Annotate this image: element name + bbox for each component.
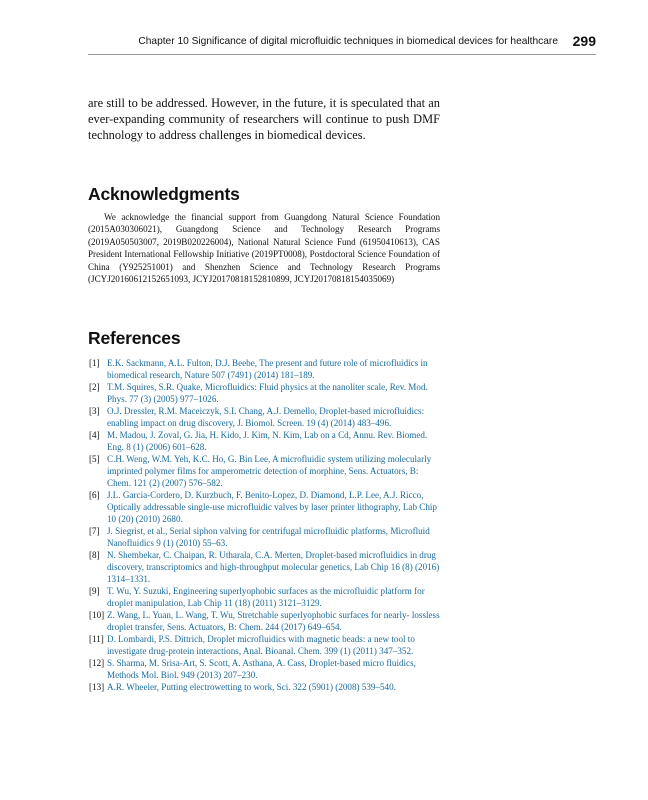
reference-item	[88, 657, 443, 681]
reference-link[interactable]: M. Madou, J. Zoval, G. Jia, H. Kido, J. Kim, N. Kim, Lab on a Cd, Annu. Rev. Biomed. Eng. 8 (1) (2006) 601–628.	[107, 430, 428, 452]
reference-item	[88, 681, 443, 693]
reference-number: [10]	[89, 610, 105, 620]
reference-item	[88, 609, 443, 633]
page-number: 299	[572, 33, 596, 49]
reference-link[interactable]: T.M. Squires, S.R. Quake, Microfluidics: Fluid physics at the nanoliter scale, Rev. Mod. Phys. 77 (3) (2005) 977–1026.	[107, 382, 428, 404]
reference-number: [12]	[89, 658, 105, 668]
reference-link[interactable]: E.K. Sackmann, A.L. Fulton, D.J. Beebe, The present and future role of microfluidics in biomedical research, Nature 507 (7491) (2014) 181–189.	[107, 358, 428, 380]
reference-link[interactable]: O.J. Dressler, R.M. Maceiczyk, S.I. Chang, A.J. Demello, Droplet-based microfluidics: enabling impact on drug discovery, J. Biomol. Screen. 19 (4) (2014) 483–496.	[107, 406, 425, 428]
reference-item	[88, 525, 443, 549]
reference-link[interactable]: Z. Wang, L. Yuan, L. Wang, T. Wu, Stretchable superlyophobic surfaces for nearly- lossless droplet transfer, Sens. Actuators, B: Chem. 244 (2017) 649–654.	[107, 610, 440, 632]
reference-number: [8]	[89, 550, 100, 560]
reference-number: [11]	[89, 634, 104, 644]
reference-item	[88, 549, 443, 585]
acknowledgments-text: We acknowledge the financial support from Guangdong Natural Science Foundation (2015A030306021), Guangdong Science and Technology Research Programs (2019A050503007, 2019B020226004), National Natural Science Fund (61950410613), CAS President International Fellowship Initiative (2019PT0008), Postdoctoral Science Foundation of China (Y925251001) and Shenzhen Science and Technology Research Programs (JCYJ20160612152651093, JCYJ20170818152810899, JCYJ20170818154035069)	[88, 212, 440, 285]
reference-item	[88, 453, 443, 489]
page-header	[88, 34, 596, 52]
reference-number: [1]	[89, 358, 100, 368]
reference-number: [9]	[89, 586, 100, 596]
reference-item	[88, 489, 443, 525]
reference-link[interactable]: C.H. Weng, W.M. Yeh, K.C. Ho, G. Bin Lee, A microfluidic system utilizing molecularly imprinted polymer films for amperometric detection of morphine, Sens. Actuators, B: Chem. 121 (2) (2007) 576–582.	[107, 454, 432, 488]
reference-link[interactable]: A.R. Wheeler, Putting electrowetting to work, Sci. 322 (5901) (2008) 539–540.	[107, 682, 396, 692]
reference-number: [5]	[89, 454, 100, 464]
reference-link[interactable]: D. Lombardi, P.S. Dittrich, Droplet microfluidics with magnetic beads: a new tool to investigate drug-protein interactions, Anal. Bioanal. Chem. 399 (1) (2011) 347–352.	[107, 634, 415, 656]
reference-item	[88, 585, 443, 609]
running-head: Chapter 10 Significance of digital microfluidic techniques in biomedical devices for healthcare	[138, 36, 558, 47]
reference-number: [6]	[89, 490, 100, 500]
reference-item	[88, 357, 443, 381]
reference-item	[88, 381, 443, 405]
reference-link[interactable]: J. Siegrist, et al., Serial siphon valving for centrifugal microfluidic platforms, Microfluid Nanofluidics 9 (1) (2010) 55–63.	[107, 526, 430, 548]
reference-list	[88, 357, 443, 693]
reference-number: [7]	[89, 526, 100, 536]
acknowledgments-heading: Acknowledgments	[88, 184, 240, 204]
reference-link[interactable]: J.L. Garcia-Cordero, D. Kurzbuch, F. Benito-Lopez, D. Diamond, L.P. Lee, A.J. Ricco, Optically addressable single-use microfluidic valves by laser printer lithography, Lab Chip 10 (20) (2010) 2680.	[107, 490, 437, 524]
references-heading: References	[88, 328, 181, 348]
reference-link[interactable]: T. Wu, Y. Suzuki, Engineering superlyophobic surfaces as the microfluidic platform for droplet manipulation, Lab Chip 11 (18) (2011) 3121–3129.	[107, 586, 425, 608]
reference-number: [3]	[89, 406, 100, 416]
reference-number: [13]	[89, 682, 105, 692]
reference-link[interactable]: S. Sharma, M. Srisa-Art, S. Scott, A. Asthana, A. Cass, Droplet-based micro fluidics, Methods Mol. Biol. 949 (2013) 207–230.	[107, 658, 416, 680]
reference-item	[88, 405, 443, 429]
reference-number: [2]	[89, 382, 100, 392]
reference-item	[88, 633, 443, 657]
reference-number: [4]	[89, 430, 100, 440]
body-paragraph: are still to be addressed. However, in the future, it is speculated that an ever-expanding community of researchers will continue to push DMF technology to address challenges in biomedical devices.	[88, 96, 440, 142]
header-rule	[88, 54, 596, 55]
reference-link[interactable]: N. Shembekar, C. Chaipan, R. Utharala, C.A. Merten, Droplet-based microfluidics in drug discovery, transcriptomics and high-throughput molecular genetics, Lab Chip 16 (8) (2016) 1314–1331.	[107, 550, 440, 584]
reference-item	[88, 429, 443, 453]
